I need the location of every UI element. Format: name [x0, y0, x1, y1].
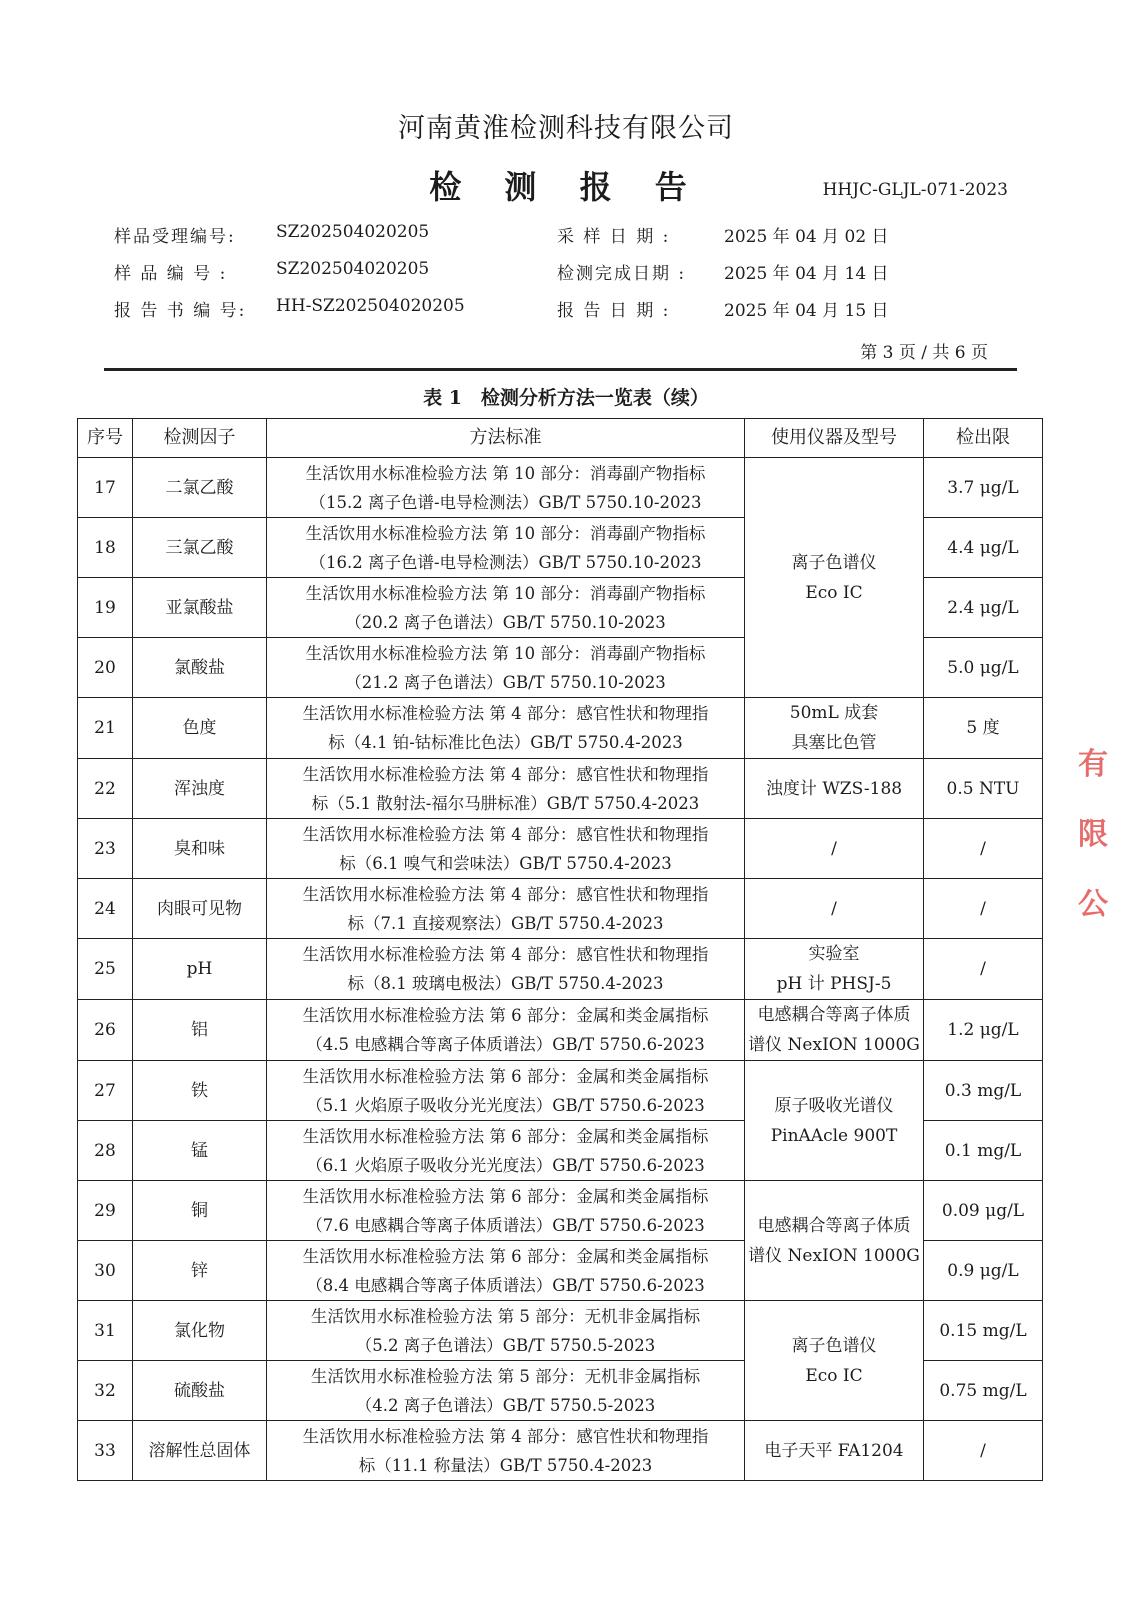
- row-limit: 4.4 μg/L: [924, 518, 1043, 578]
- row-instrument: [745, 1181, 924, 1301]
- row-method: [267, 819, 745, 879]
- row-method: [267, 1301, 745, 1361]
- instrument-line-1: 50mL 成套: [789, 703, 879, 723]
- row-limit: 5.0 μg/L: [924, 638, 1043, 698]
- row-limit: /: [924, 939, 1043, 1000]
- row-factor: 铝: [133, 1000, 267, 1061]
- header-instrument: 使用仪器及型号: [745, 419, 924, 458]
- header-no: 序号: [78, 419, 133, 458]
- row-limit: 5 度: [924, 698, 1043, 759]
- method-line-2: 标（11.1 称量法）GB/T 5750.4-2023: [358, 1455, 653, 1475]
- method-line-2: （8.4 电感耦合等离子体质谱法）GB/T 5750.6-2023: [306, 1275, 705, 1295]
- instrument-line-1: 电感耦合等离子体质: [757, 1215, 911, 1236]
- header-method: 方法标准: [267, 419, 745, 458]
- row-factor: 铜: [133, 1181, 267, 1241]
- row-method: [267, 1241, 745, 1301]
- row-method: [267, 1361, 745, 1421]
- sampling-date-label: 采 样 日 期 :: [557, 227, 671, 247]
- method-line-1: 生活饮用水标准检验方法 第 6 部分：金属和类金属指标: [302, 1066, 709, 1086]
- method-line-2: （7.6 电感耦合等离子体质谱法）GB/T 5750.6-2023: [306, 1215, 705, 1235]
- row-method: [267, 698, 745, 759]
- method-line-2: 标（4.1 铂-钴标准比色法）GB/T 5750.4-2023: [328, 733, 683, 752]
- row-method: [267, 518, 745, 578]
- method-line-2: （4.5 电感耦合等离子体质谱法）GB/T 5750.6-2023: [306, 1035, 705, 1054]
- table-row: [78, 1061, 1043, 1121]
- row-limit: 0.9 μg/L: [924, 1241, 1043, 1301]
- row-no: 19: [78, 578, 133, 638]
- report-date-label: 报 告 日 期 :: [557, 301, 671, 321]
- instrument-line-2: 具塞比色管: [791, 733, 877, 753]
- report-no: HH-SZ202504020205: [276, 296, 465, 316]
- row-limit: /: [924, 819, 1043, 879]
- row-factor: 锰: [133, 1121, 267, 1181]
- row-instrument: 电子天平 FA1204: [745, 1421, 924, 1481]
- method-line-1: 生活饮用水标准检验方法 第 10 部分：消毒副产物指标: [305, 643, 706, 663]
- instrument-line-2: Eco IC: [805, 1365, 863, 1386]
- row-factor: 溶解性总固体: [133, 1421, 267, 1481]
- company-name: 河南黄淮检测科技有限公司: [398, 113, 734, 144]
- method-line-1: 生活饮用水标准检验方法 第 6 部分：金属和类金属指标: [302, 1006, 709, 1025]
- row-factor: 臭和味: [133, 819, 267, 879]
- row-no: 32: [78, 1361, 133, 1421]
- method-line-1: 生活饮用水标准检验方法 第 4 部分：感官性状和物理指: [302, 824, 709, 844]
- method-line-1: 生活饮用水标准检验方法 第 10 部分：消毒副产物指标: [305, 583, 706, 603]
- method-line-1: 生活饮用水标准检验方法 第 10 部分：消毒副产物指标: [305, 463, 706, 483]
- row-instrument: [745, 1061, 924, 1181]
- row-factor: pH: [133, 939, 267, 1000]
- row-factor: 铁: [133, 1061, 267, 1121]
- row-limit: 2.4 μg/L: [924, 578, 1043, 638]
- method-line-1: 生活饮用水标准检验方法 第 4 部分：感官性状和物理指: [302, 945, 709, 964]
- page-number: 第 3 页 / 共 6 页: [860, 343, 988, 363]
- method-line-2: （5.2 离子色谱法）GB/T 5750.5-2023: [355, 1335, 656, 1355]
- row-method: [267, 638, 745, 698]
- table-row: [78, 1421, 1043, 1481]
- test-done-date: 2025 年 04 月 14 日: [724, 264, 889, 284]
- sample-receipt-no-label: 样品受理编号:: [114, 227, 236, 247]
- instrument-line-1: 离子色谱仪: [791, 552, 877, 573]
- row-no: 23: [78, 819, 133, 879]
- row-no: 17: [78, 458, 133, 518]
- test-done-date-label: 检测完成日期 :: [557, 264, 687, 284]
- method-line-1: 生活饮用水标准检验方法 第 5 部分：无机非金属指标: [310, 1366, 701, 1386]
- row-method: [267, 939, 745, 1000]
- method-line-2: 标（7.1 直接观察法）GB/T 5750.4-2023: [347, 913, 664, 933]
- row-method: [267, 1421, 745, 1481]
- row-limit: 0.75 mg/L: [924, 1361, 1043, 1421]
- method-line-2: 标（5.1 散射法-福尔马肼标准）GB/T 5750.4-2023: [311, 793, 700, 813]
- table-row: [78, 1000, 1043, 1061]
- row-instrument: [745, 939, 924, 1000]
- row-no: 28: [78, 1121, 133, 1181]
- method-line-1: 生活饮用水标准检验方法 第 6 部分：金属和类金属指标: [302, 1126, 709, 1146]
- company-seal-stamp: [1078, 730, 1126, 950]
- table-row: [78, 879, 1043, 939]
- table-row: [78, 458, 1043, 518]
- method-line-1: 生活饮用水标准检验方法 第 4 部分：感官性状和物理指: [302, 704, 709, 723]
- row-factor: 肉眼可见物: [133, 879, 267, 939]
- row-instrument: [745, 1301, 924, 1421]
- row-no: 20: [78, 638, 133, 698]
- stamp-char: 公: [1078, 887, 1108, 922]
- instrument-line-2: 谱仪 NexION 1000G: [748, 1245, 920, 1266]
- row-no: 18: [78, 518, 133, 578]
- method-line-2: （15.2 离子色谱-电导检测法）GB/T 5750.10-2023: [309, 492, 702, 512]
- method-line-2: （21.2 离子色谱法）GB/T 5750.10-2023: [345, 672, 666, 692]
- report-no-label: 报 告 书 编 号:: [114, 301, 247, 321]
- row-limit: 0.3 mg/L: [924, 1061, 1043, 1121]
- row-no: 26: [78, 1000, 133, 1061]
- row-no: 21: [78, 698, 133, 759]
- sample-receipt-no: SZ202504020205: [276, 222, 430, 242]
- stamp-char: 有: [1078, 747, 1108, 782]
- row-instrument: [745, 458, 924, 698]
- table-row: [78, 939, 1043, 1000]
- row-no: 27: [78, 1061, 133, 1121]
- row-limit: 0.09 μg/L: [924, 1181, 1043, 1241]
- header-factor: 检测因子: [133, 419, 267, 458]
- sample-no-label: 样 品 编 号 :: [114, 264, 228, 284]
- method-line-1: 生活饮用水标准检验方法 第 4 部分：感官性状和物理指: [302, 1426, 709, 1446]
- method-line-1: 生活饮用水标准检验方法 第 6 部分：金属和类金属指标: [302, 1246, 709, 1266]
- row-limit: 1.2 μg/L: [924, 1000, 1043, 1061]
- row-factor: 氯酸盐: [133, 638, 267, 698]
- instrument-line-2: PinAAcle 900T: [770, 1125, 898, 1146]
- stamp-char: 限: [1078, 817, 1108, 852]
- instrument-line-1: 实验室: [808, 944, 860, 964]
- row-instrument: /: [745, 819, 924, 879]
- row-factor: 锌: [133, 1241, 267, 1301]
- methods-table: [77, 418, 1043, 1481]
- row-limit: /: [924, 879, 1043, 939]
- row-limit: /: [924, 1421, 1043, 1481]
- row-instrument: [745, 1000, 924, 1061]
- instrument-line-1: 电感耦合等离子体质: [757, 1005, 911, 1025]
- instrument-line-1: 离子色谱仪: [791, 1335, 877, 1356]
- sampling-date: 2025 年 04 月 02 日: [724, 227, 889, 247]
- row-no: 25: [78, 939, 133, 1000]
- row-limit: 0.1 mg/L: [924, 1121, 1043, 1181]
- method-line-1: 生活饮用水标准检验方法 第 6 部分：金属和类金属指标: [302, 1186, 709, 1206]
- row-limit: 0.5 NTU: [924, 759, 1043, 819]
- row-method: [267, 1000, 745, 1061]
- row-no: 30: [78, 1241, 133, 1301]
- row-no: 22: [78, 759, 133, 819]
- header-divider: [104, 368, 1017, 371]
- report-title: 检 测 报 告: [429, 168, 703, 206]
- row-method: [267, 578, 745, 638]
- header-limit: 检出限: [924, 419, 1043, 458]
- instrument-line-2: pH 计 PHSJ-5: [776, 974, 892, 994]
- method-line-1: 生活饮用水标准检验方法 第 10 部分：消毒副产物指标: [305, 523, 706, 543]
- method-line-2: （20.2 离子色谱法）GB/T 5750.10-2023: [345, 612, 666, 632]
- row-instrument: [745, 698, 924, 759]
- row-method: [267, 458, 745, 518]
- sample-no: SZ202504020205: [276, 259, 430, 279]
- row-factor: 亚氯酸盐: [133, 578, 267, 638]
- method-line-2: （16.2 离子色谱-电导检测法）GB/T 5750.10-2023: [309, 552, 702, 572]
- row-no: 33: [78, 1421, 133, 1481]
- row-no: 24: [78, 879, 133, 939]
- instrument-line-2: 谱仪 NexION 1000G: [748, 1035, 920, 1055]
- row-no: 31: [78, 1301, 133, 1361]
- method-line-1: 生活饮用水标准检验方法 第 4 部分：感官性状和物理指: [302, 884, 709, 904]
- row-factor: 色度: [133, 698, 267, 759]
- row-method: [267, 759, 745, 819]
- row-factor: 浑浊度: [133, 759, 267, 819]
- instrument-line-1: 原子吸收光谱仪: [774, 1095, 894, 1116]
- table-row: [78, 698, 1043, 759]
- row-method: [267, 1121, 745, 1181]
- row-factor: 二氯乙酸: [133, 458, 267, 518]
- row-instrument: 浊度计 WZS-188: [745, 759, 924, 819]
- method-line-1: 生活饮用水标准检验方法 第 5 部分：无机非金属指标: [310, 1306, 701, 1326]
- report-date: 2025 年 04 月 15 日: [724, 301, 889, 321]
- table-row: [78, 1181, 1043, 1241]
- row-no: 29: [78, 1181, 133, 1241]
- row-factor: 硫酸盐: [133, 1361, 267, 1421]
- table-row: [78, 759, 1043, 819]
- row-limit: 0.15 mg/L: [924, 1301, 1043, 1361]
- row-factor: 氯化物: [133, 1301, 267, 1361]
- row-instrument: /: [745, 879, 924, 939]
- row-limit: 3.7 μg/L: [924, 458, 1043, 518]
- table-title: 表 1 检测分析方法一览表（续）: [423, 387, 709, 409]
- method-line-2: 标（8.1 玻璃电极法）GB/T 5750.4-2023: [347, 974, 664, 993]
- document-code: HHJC-GLJL-071-2023: [822, 180, 1008, 200]
- method-line-2: （4.2 离子色谱法）GB/T 5750.5-2023: [355, 1395, 656, 1415]
- row-method: [267, 1061, 745, 1121]
- table-row: [78, 1301, 1043, 1361]
- method-line-1: 生活饮用水标准检验方法 第 4 部分：感官性状和物理指: [302, 764, 709, 784]
- table-row: [78, 819, 1043, 879]
- method-line-2: 标（6.1 嗅气和尝味法）GB/T 5750.4-2023: [339, 853, 672, 873]
- row-factor: 三氯乙酸: [133, 518, 267, 578]
- row-method: [267, 879, 745, 939]
- instrument-line-2: Eco IC: [805, 582, 863, 603]
- method-line-2: （5.1 火焰原子吸收分光光度法）GB/T 5750.6-2023: [306, 1095, 705, 1115]
- method-line-2: （6.1 火焰原子吸收分光光度法）GB/T 5750.6-2023: [306, 1155, 705, 1175]
- table-header-row: [78, 419, 1043, 458]
- row-method: [267, 1181, 745, 1241]
